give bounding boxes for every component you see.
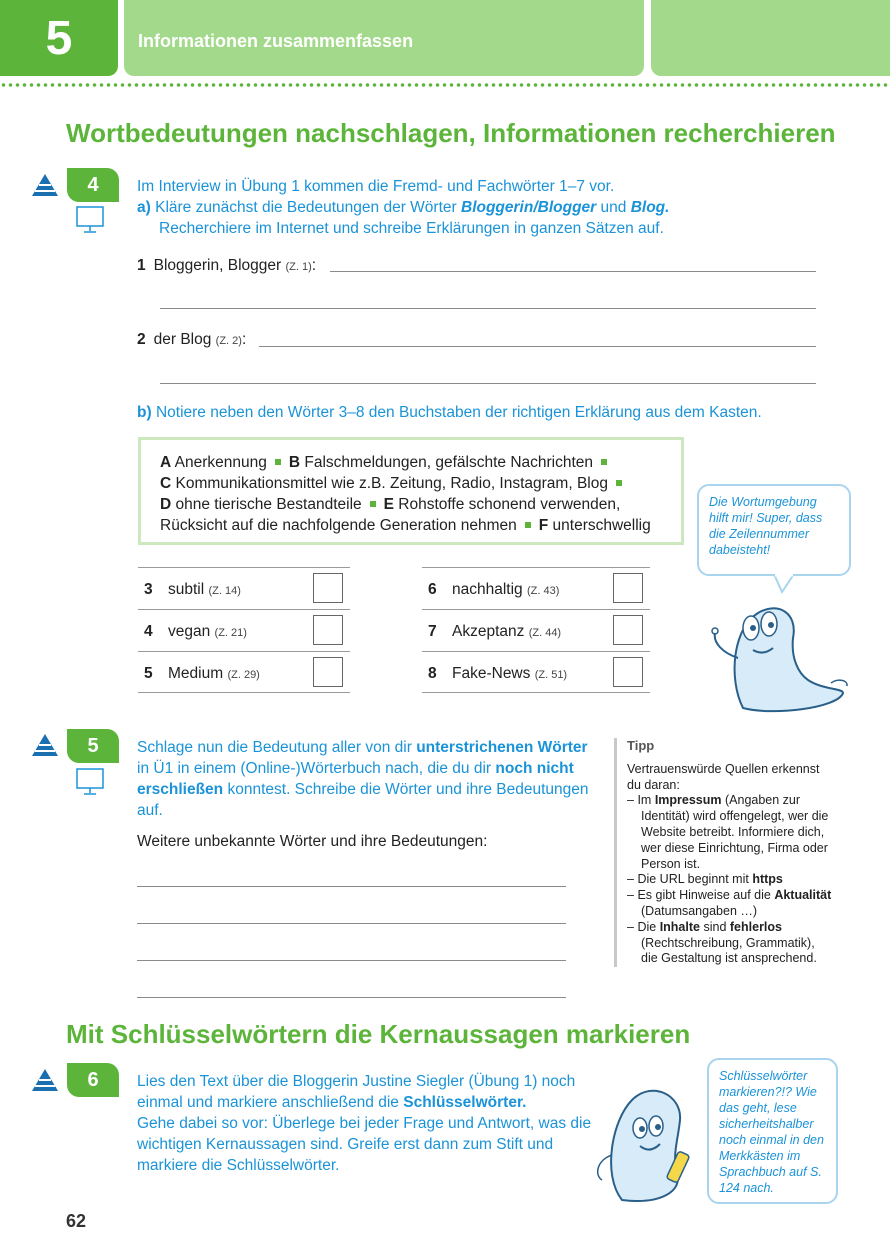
letter-answer-box[interactable] xyxy=(313,615,343,645)
difficulty-pyramid-icon xyxy=(31,1068,59,1092)
separator-square xyxy=(370,501,376,507)
letter-answer-box[interactable] xyxy=(613,615,643,645)
header-decor-bar xyxy=(651,0,890,76)
section-title: Mit Schlüsselwörtern die Kernaussagen markieren xyxy=(66,1019,691,1049)
exercise-4-badge: 4 xyxy=(67,168,119,202)
letter-answer-box[interactable] xyxy=(613,573,643,603)
answer-line[interactable] xyxy=(137,886,566,887)
letter-answer-box[interactable] xyxy=(313,573,343,603)
answer-line[interactable] xyxy=(330,271,816,272)
tip-item: – Die Inhalte sind fehlerlos (Rechtschreibung, Grammatik), die Gestaltung ist ansprechend. xyxy=(627,920,834,967)
answer-line[interactable] xyxy=(137,960,566,961)
task-a-label: a) xyxy=(137,199,151,216)
tip-item: – Im Impressum (Angaben zur Identität) wird offengelegt, wer die Website betreibt. Informiere dich, wer diese Einrichtung, Firma oder Person ist. xyxy=(627,793,834,872)
word-row: 6 nachhaltig (Z. 43) xyxy=(422,567,650,609)
header-title-bar xyxy=(124,0,644,76)
speech-bubble: Schlüsselwörter markieren?!? Wie das geht, lese sicherheitshalber noch einmal in den Merkkästen im Sprachbuch auf S. 124 nach. xyxy=(707,1058,838,1204)
separator-square xyxy=(275,459,281,465)
page-number: 62 xyxy=(66,1211,87,1231)
letter-answer-box[interactable] xyxy=(313,657,343,687)
word-row: 5 Medium (Z. 29) xyxy=(138,651,350,693)
answer-line[interactable] xyxy=(160,308,816,309)
definition-item-1: 1 Bloggerin, Blogger (Z. 1): xyxy=(137,257,317,274)
letter-answer-box[interactable] xyxy=(613,657,643,687)
chapter-number: 5 xyxy=(45,11,73,65)
difficulty-pyramid-icon xyxy=(31,173,59,197)
task-b-text: b) Notiere neben den Wörter 3–8 den Buchstaben der richtigen Erklärung aus dem Kasten. xyxy=(137,404,762,421)
explanation-box: A Anerkennung B Falschmeldungen, gefälschte Nachrichten C Kommunikationsmittel wie z.B. Zeitung, Radio, Instagram, Blog D ohne tierische Bestandteile E Rohstoffe schonend verwenden, Rücksicht auf die nachfolgende Generation nehmen F unterschwellig xyxy=(138,437,684,545)
answer-line[interactable] xyxy=(137,923,566,924)
separator-square xyxy=(525,522,531,528)
definition-item-2: 2 der Blog (Z. 2): xyxy=(137,331,247,348)
exercise-4-instructions: Im Interview in Übung 1 kommen die Fremd- und Fachwörter 1–7 vor. a) Kläre zunächst die Bedeutungen der Wörter Bloggerin/Blogger und Blog. Recherchiere im Internet und schreibe Erklärungen in ganzen Sätzen auf. xyxy=(137,176,697,239)
section-title: Wortbedeutungen nachschlagen, Informationen recherchieren xyxy=(66,118,836,148)
tip-box: Tipp Vertrauenswürde Quellen erkennst du daran: – Im Impressum (Angaben zur Identität) wird offengelegt, wer die Website betreibt. Informiere dich, wer diese Einrichtung, Firma oder Person ist. – Die URL beginnt mit https – Es gibt Hinweise auf die Aktualität (Datumsangaben …) – Die Inhalte sind fehlerlos (Rechtschreibung, Grammatik), die Gestaltung ist ansprechend. xyxy=(614,738,834,967)
answer-line[interactable] xyxy=(259,346,816,347)
header-title: Informationen zusammenfassen xyxy=(138,31,414,51)
speech-bubble-tail xyxy=(770,574,800,594)
word-row: 4 vegan (Z. 21) xyxy=(138,609,350,651)
word-row: 8 Fake-News (Z. 51) xyxy=(422,651,650,693)
exercise-6-badge: 6 xyxy=(67,1063,119,1097)
exercise-4-intro: Im Interview in Übung 1 kommen die Fremd- und Fachwörter 1–7 vor. xyxy=(137,178,615,195)
dotted-divider xyxy=(0,83,890,87)
ghost-mascot-icon xyxy=(703,598,853,723)
speech-bubble: Die Wortumgebung hilft mir! Super, dass die Zeilennummer dabeisteht! xyxy=(697,484,851,576)
chapter-number-box xyxy=(0,0,118,76)
computer-icon xyxy=(75,205,105,235)
exercise-5-badge: 5 xyxy=(67,729,119,763)
separator-square xyxy=(601,459,607,465)
tip-title: Tipp xyxy=(627,738,655,753)
tip-item: – Es gibt Hinweise auf die Aktualität (Datumsangaben …) xyxy=(627,888,834,920)
separator-square xyxy=(616,480,622,486)
highlight-word: Blog. xyxy=(630,199,670,216)
word-row: 7 Akzeptanz (Z. 44) xyxy=(422,609,650,651)
difficulty-pyramid-icon xyxy=(31,733,59,757)
word-row: 3 subtil (Z. 14) xyxy=(138,567,350,609)
computer-icon xyxy=(75,767,105,797)
ghost-with-highlighter-icon xyxy=(592,1080,702,1210)
answer-line[interactable] xyxy=(137,997,566,998)
tip-item: – Die URL beginnt mit https xyxy=(627,872,834,888)
exercise-5-instructions: Schlage nun die Bedeutung aller von dir unterstrichenen Wörter in Ü1 in einem (Online-)Wörterbuch nach, die du dir noch nicht erschließen konntest. Schreibe die Wörter und ihre Bedeutungen auf. xyxy=(137,739,589,819)
exercise-6-instructions: Lies den Text über die Bloggerin Justine Siegler (Übung 1) noch einmal und markiere anschließend die Schlüsselwörter. Gehe dabei so vor: Überlege bei jeder Frage und Antwort, was die wichtigen Kernaussagen sind. Greife erst dann zum Stift und markiere die Schlüsselwörter. xyxy=(137,1073,592,1174)
exercise-5-prompt: Weitere unbekannte Wörter und ihre Bedeutungen: xyxy=(137,833,488,850)
highlight-word: Bloggerin/Blogger xyxy=(461,199,597,216)
answer-line[interactable] xyxy=(160,383,816,384)
